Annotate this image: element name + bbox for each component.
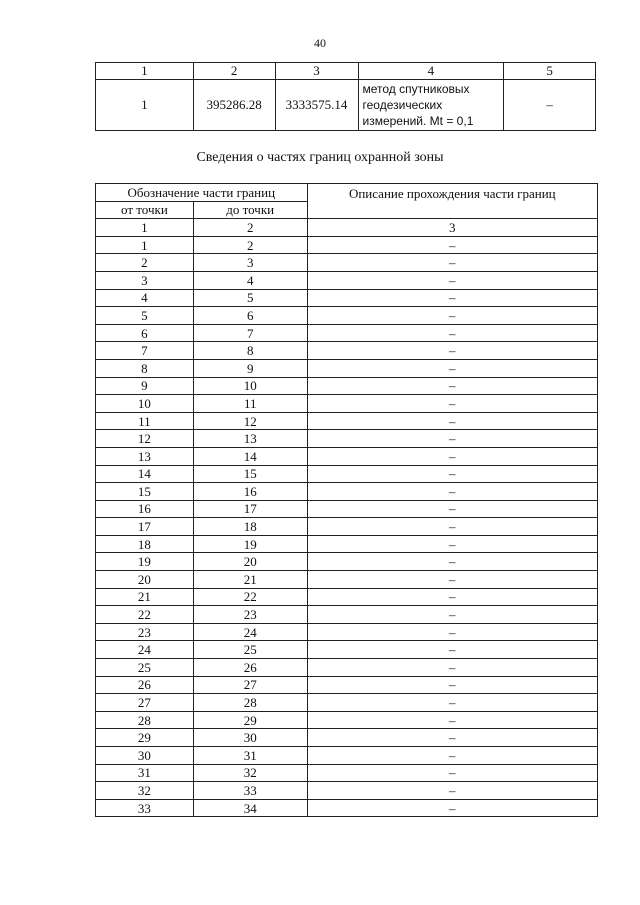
point-number: 1 bbox=[96, 80, 194, 131]
header-description: Описание прохождения части границ bbox=[307, 184, 597, 219]
from-point-cell: 2 bbox=[96, 254, 194, 272]
from-point-cell: 17 bbox=[96, 518, 194, 536]
table-row bbox=[96, 747, 598, 765]
table-row bbox=[96, 307, 598, 325]
table-row bbox=[96, 571, 598, 589]
from-point-cell: 29 bbox=[96, 729, 194, 747]
col-header-1: 1 bbox=[96, 63, 194, 80]
table-row bbox=[96, 535, 598, 553]
from-point-cell: 7 bbox=[96, 342, 194, 360]
to-point-cell: 30 bbox=[193, 729, 307, 747]
from-point-cell: 3 bbox=[96, 271, 194, 289]
boundary-parts-table bbox=[95, 183, 598, 817]
to-point-cell: 14 bbox=[193, 447, 307, 465]
to-point-cell: 18 bbox=[193, 518, 307, 536]
to-point-cell: 20 bbox=[193, 553, 307, 571]
to-point-cell: 11 bbox=[193, 395, 307, 413]
description-cell: – bbox=[307, 535, 597, 553]
description-cell: – bbox=[307, 447, 597, 465]
to-point-cell: 22 bbox=[193, 588, 307, 606]
to-point-cell: 19 bbox=[193, 535, 307, 553]
table-row bbox=[96, 623, 598, 641]
from-point-cell: 33 bbox=[96, 799, 194, 817]
from-point-cell: 31 bbox=[96, 764, 194, 782]
method-line: метод спутниковых bbox=[362, 82, 470, 96]
description-cell: – bbox=[307, 430, 597, 448]
description-cell: – bbox=[307, 588, 597, 606]
from-point-cell: 32 bbox=[96, 782, 194, 800]
description-cell: – bbox=[307, 254, 597, 272]
header-boundary-part: Обозначение части границ bbox=[96, 184, 308, 202]
description-cell: – bbox=[307, 782, 597, 800]
description-cell: – bbox=[307, 483, 597, 501]
table-row bbox=[96, 236, 598, 254]
description-cell: – bbox=[307, 307, 597, 325]
description-cell: – bbox=[307, 377, 597, 395]
to-point-cell: 32 bbox=[193, 764, 307, 782]
col-header-5: 5 bbox=[504, 63, 596, 80]
col5-value: – bbox=[504, 80, 596, 131]
table-row bbox=[96, 483, 598, 501]
table-row bbox=[96, 465, 598, 483]
description-cell: – bbox=[307, 729, 597, 747]
description-cell: – bbox=[307, 395, 597, 413]
from-point-cell: 4 bbox=[96, 289, 194, 307]
description-cell: – bbox=[307, 694, 597, 712]
description-cell: – bbox=[307, 711, 597, 729]
parts-numbering-row bbox=[96, 219, 598, 237]
table-row bbox=[96, 711, 598, 729]
from-point-cell: 5 bbox=[96, 307, 194, 325]
table-row bbox=[96, 289, 598, 307]
from-point-cell: 27 bbox=[96, 694, 194, 712]
page-number: 40 bbox=[314, 36, 326, 50]
to-point-cell: 2 bbox=[193, 236, 307, 254]
table-row bbox=[96, 377, 598, 395]
table-row bbox=[96, 799, 598, 817]
parts-header-row bbox=[96, 184, 598, 202]
from-point-cell: 6 bbox=[96, 324, 194, 342]
from-point-cell: 14 bbox=[96, 465, 194, 483]
from-point-cell: 8 bbox=[96, 359, 194, 377]
description-cell: – bbox=[307, 606, 597, 624]
from-point-cell: 15 bbox=[96, 483, 194, 501]
table-row bbox=[96, 518, 598, 536]
to-point-cell: 21 bbox=[193, 571, 307, 589]
from-point-cell: 28 bbox=[96, 711, 194, 729]
to-point-cell: 8 bbox=[193, 342, 307, 360]
to-point-cell: 16 bbox=[193, 483, 307, 501]
from-point-cell: 1 bbox=[96, 236, 194, 254]
coordinates-row bbox=[96, 80, 596, 131]
table-row bbox=[96, 395, 598, 413]
description-cell: – bbox=[307, 500, 597, 518]
from-point-cell: 16 bbox=[96, 500, 194, 518]
to-point-cell: 4 bbox=[193, 271, 307, 289]
table-row bbox=[96, 324, 598, 342]
from-point-cell: 10 bbox=[96, 395, 194, 413]
to-point-cell: 15 bbox=[193, 465, 307, 483]
table-row bbox=[96, 588, 598, 606]
table-row bbox=[96, 729, 598, 747]
numbering-cell: 3 bbox=[307, 219, 597, 237]
to-point-cell: 5 bbox=[193, 289, 307, 307]
to-point-cell: 27 bbox=[193, 676, 307, 694]
from-point-cell: 9 bbox=[96, 377, 194, 395]
table-row bbox=[96, 430, 598, 448]
from-point-cell: 26 bbox=[96, 676, 194, 694]
header-from-point: от точки bbox=[96, 201, 194, 219]
table-row bbox=[96, 641, 598, 659]
table-row bbox=[96, 694, 598, 712]
parts-table-body bbox=[96, 236, 598, 817]
to-point-cell: 13 bbox=[193, 430, 307, 448]
description-cell: – bbox=[307, 518, 597, 536]
table-row bbox=[96, 412, 598, 430]
description-cell: – bbox=[307, 676, 597, 694]
to-point-cell: 34 bbox=[193, 799, 307, 817]
method-line: геодезических bbox=[362, 98, 443, 112]
description-cell: – bbox=[307, 465, 597, 483]
method-line: измерений. Mt = 0,1 bbox=[362, 114, 474, 128]
description-cell: – bbox=[307, 236, 597, 254]
table-row bbox=[96, 782, 598, 800]
description-cell: – bbox=[307, 324, 597, 342]
section-title: Сведения о частях границ охранной зоны bbox=[196, 150, 444, 165]
table-row bbox=[96, 271, 598, 289]
to-point-cell: 7 bbox=[193, 324, 307, 342]
col-header-2: 2 bbox=[193, 63, 275, 80]
to-point-cell: 17 bbox=[193, 500, 307, 518]
to-point-cell: 9 bbox=[193, 359, 307, 377]
table-row bbox=[96, 676, 598, 694]
table-row bbox=[96, 659, 598, 677]
coordinate-y: 3333575.14 bbox=[275, 80, 358, 131]
table-row bbox=[96, 500, 598, 518]
description-cell: – bbox=[307, 623, 597, 641]
description-cell: – bbox=[307, 289, 597, 307]
from-point-cell: 11 bbox=[96, 412, 194, 430]
from-point-cell: 21 bbox=[96, 588, 194, 606]
to-point-cell: 29 bbox=[193, 711, 307, 729]
measurement-method bbox=[358, 80, 504, 131]
from-point-cell: 24 bbox=[96, 641, 194, 659]
coordinate-x: 395286.28 bbox=[193, 80, 275, 131]
description-cell: – bbox=[307, 571, 597, 589]
col-header-3: 3 bbox=[275, 63, 358, 80]
from-point-cell: 25 bbox=[96, 659, 194, 677]
description-cell: – bbox=[307, 271, 597, 289]
description-cell: – bbox=[307, 342, 597, 360]
table-row bbox=[96, 342, 598, 360]
from-point-cell: 12 bbox=[96, 430, 194, 448]
description-cell: – bbox=[307, 359, 597, 377]
description-cell: – bbox=[307, 412, 597, 430]
description-cell: – bbox=[307, 641, 597, 659]
from-point-cell: 22 bbox=[96, 606, 194, 624]
table-row bbox=[96, 764, 598, 782]
from-point-cell: 18 bbox=[96, 535, 194, 553]
coordinates-table bbox=[95, 62, 596, 131]
table-row bbox=[96, 447, 598, 465]
table-row bbox=[96, 359, 598, 377]
table-row bbox=[96, 553, 598, 571]
to-point-cell: 3 bbox=[193, 254, 307, 272]
to-point-cell: 28 bbox=[193, 694, 307, 712]
to-point-cell: 24 bbox=[193, 623, 307, 641]
from-point-cell: 19 bbox=[96, 553, 194, 571]
to-point-cell: 23 bbox=[193, 606, 307, 624]
numbering-cell: 2 bbox=[193, 219, 307, 237]
to-point-cell: 33 bbox=[193, 782, 307, 800]
description-cell: – bbox=[307, 799, 597, 817]
from-point-cell: 23 bbox=[96, 623, 194, 641]
to-point-cell: 25 bbox=[193, 641, 307, 659]
to-point-cell: 10 bbox=[193, 377, 307, 395]
to-point-cell: 12 bbox=[193, 412, 307, 430]
description-cell: – bbox=[307, 747, 597, 765]
table-row bbox=[96, 606, 598, 624]
to-point-cell: 26 bbox=[193, 659, 307, 677]
description-cell: – bbox=[307, 659, 597, 677]
col-header-4: 4 bbox=[358, 63, 504, 80]
to-point-cell: 31 bbox=[193, 747, 307, 765]
from-point-cell: 30 bbox=[96, 747, 194, 765]
description-cell: – bbox=[307, 553, 597, 571]
header-to-point: до точки bbox=[193, 201, 307, 219]
table-row bbox=[96, 254, 598, 272]
description-cell: – bbox=[307, 764, 597, 782]
to-point-cell: 6 bbox=[193, 307, 307, 325]
from-point-cell: 13 bbox=[96, 447, 194, 465]
numbering-cell: 1 bbox=[96, 219, 194, 237]
coordinates-header-row bbox=[96, 63, 596, 80]
from-point-cell: 20 bbox=[96, 571, 194, 589]
